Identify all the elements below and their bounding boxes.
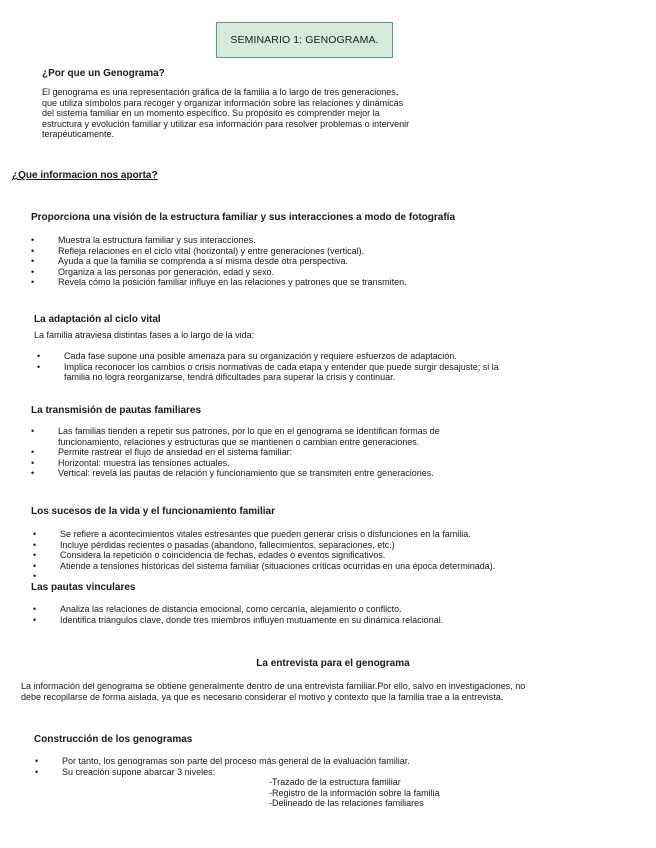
list-item: • Atiende a tensiones históricas del sistema familiar (situaciones críticas ocurridas en una época determinada). — [33, 560, 496, 571]
interview-line: La información del genograma se obtiene generalmente dentro de una entrevista familiar.Por ello, salvo en investigaciones, no — [21, 681, 526, 691]
bullet-icon: • — [33, 529, 37, 539]
bullet-icon: • — [31, 266, 35, 277]
bullet-icon: • — [31, 245, 35, 256]
level-item: -Registro de la información sobre la familia — [269, 787, 440, 798]
why-line: del sistema familiar en un momento específico. Su propósito es comprender mejor la — [42, 108, 380, 119]
bullet-icon: • — [31, 447, 35, 458]
bullet-icon: • — [33, 539, 37, 550]
list-item: • Identifica triángulos clave, donde tres miembros influyen mutuamente en su dinámica relacional. — [33, 614, 444, 625]
bullet-icon: • — [33, 604, 37, 614]
bullet-icon: • — [31, 277, 35, 288]
why-line: terapéuticamente. — [42, 129, 115, 140]
bullet-icon: • — [35, 766, 39, 777]
bullet-icon: • — [33, 550, 37, 561]
interview-heading: La entrevista para el genograma — [256, 658, 410, 669]
interview-line: debe recopilarse de forma aislada, ya que es necesario considerar el motivo y contexto que la familia trae a la entrevista. — [21, 691, 504, 702]
list-item: • Revela cómo la posición familiar influye en las relaciones y patrones que se transmiten. — [31, 277, 407, 288]
list-item: • Horizontal: muestra las tensiones actuales. — [31, 457, 230, 468]
why-line: que utiliza símbolos para recoger y organizar información sobre las relaciones y dinámicas — [42, 97, 404, 108]
list-item: • Organiza a las personas por generación, edad y sexo. — [31, 266, 275, 277]
why-line: estructura y evolución familiar y utilizar esa información para resolver problemas o intervenir — [42, 118, 410, 129]
list-item: • Incluye pérdidas recientes o pasadas (abandono, fallecimientos, separaciones, etc.) — [33, 539, 395, 550]
list-item: • Vertical: revela las pautas de relación y funcionamiento que se transmiten entre generaciones. — [31, 468, 434, 479]
life-events-list — [33, 529, 496, 582]
interview-paragraph — [21, 681, 525, 702]
adaptation-heading: La adaptación al ciclo vital — [34, 314, 161, 325]
bullet-icon: • — [31, 457, 35, 468]
list-item: • Su creación supone abarcar 3 niveles: — [35, 766, 216, 777]
list-item: • Muestra la estructura familiar y sus interacciones. — [31, 235, 256, 245]
bullet-icon: • — [31, 256, 35, 267]
bullet-icon: • — [37, 351, 41, 361]
what-heading: ¿Que informacion nos aporta? — [12, 170, 158, 181]
list-item: • Permite rastrear el flujo de ansiedad en el sistema familiar: — [31, 447, 293, 458]
structure-list — [31, 235, 407, 288]
list-item: • Se refiere a acontecimientos vitales estresantes que pueden generar crisis o disfunciones en la familia. — [33, 529, 471, 539]
list-item: • Refleja relaciones en el ciclo vital (horizontal) y entre generaciones (vertical). — [31, 245, 365, 256]
why-heading: ¿Por que un Genograma? — [42, 68, 165, 79]
list-item: • Implica reconocer los cambios o crisis normativas de cada etapa y entender que puede surgir desajuste; si la familia no logra reorganizarse, tendrá dificultades para superar la crisis y continuar. — [37, 361, 499, 383]
document-title: SEMINARIO 1: GENOGRAMA. — [216, 22, 393, 58]
bullet-icon: • — [35, 756, 39, 766]
bullet-icon: • — [31, 426, 35, 436]
construction-list — [35, 756, 410, 777]
bullet-icon: • — [37, 361, 41, 372]
list-item: • Ayuda a que la familia se comprenda a sí misma desde otra perspectiva. — [31, 256, 348, 267]
list-item: • Las familias tienden a repetir sus patrones, por lo que en el genograma se identifican formas de funcionamiento, relaciones y estructuras que se mantienen o cambian entre generaciones. — [31, 426, 440, 447]
construction-levels — [269, 777, 440, 809]
bullet-icon: • — [31, 235, 35, 245]
list-item: • Considera la repetición o coincidencia de fechas, edades o eventos significativos. — [33, 550, 386, 561]
why-paragraph — [42, 87, 409, 140]
structure-heading: Proporciona una visión de la estructura familiar y sus interacciones a modo de fotografía — [31, 212, 455, 223]
construction-heading: Construcción de los genogramas — [34, 734, 193, 745]
bullet-icon: • — [33, 571, 37, 582]
transmission-list — [31, 426, 440, 479]
list-item: • Por tanto, los genogramas son parte del proceso más general de la evaluación familiar. — [35, 756, 410, 766]
transmission-heading: La transmisión de pautas familiares — [31, 405, 202, 416]
bonds-heading: Las pautas vinculares — [31, 582, 136, 593]
bullet-icon: • — [31, 468, 35, 479]
life-events-heading: Los sucesos de la vida y el funcionamiento familiar — [31, 506, 275, 517]
list-item — [33, 571, 495, 582]
list-item: • Analiza las relaciones de distancia emocional, como cercanía, alejamiento o conflicto. — [33, 604, 402, 614]
why-line: El genograma es una representación gráfica de la familia a lo largo de tres generaciones, — [42, 87, 399, 97]
bullet-icon: • — [33, 614, 37, 625]
level-item: -Delineado de las relaciones familiares — [269, 798, 424, 809]
bonds-list — [33, 604, 444, 625]
list-item: • Cada fase supone una posible amenaza para su organización y requiere esfuerzos de adaptación. — [37, 351, 457, 361]
adaptation-list — [37, 351, 499, 383]
level-item: -Trazado de la estructura familiar — [269, 777, 401, 787]
adaptation-intro: La familia atraviesa distintas fases a lo largo de la vida: — [34, 330, 255, 340]
bullet-icon: • — [33, 560, 37, 571]
